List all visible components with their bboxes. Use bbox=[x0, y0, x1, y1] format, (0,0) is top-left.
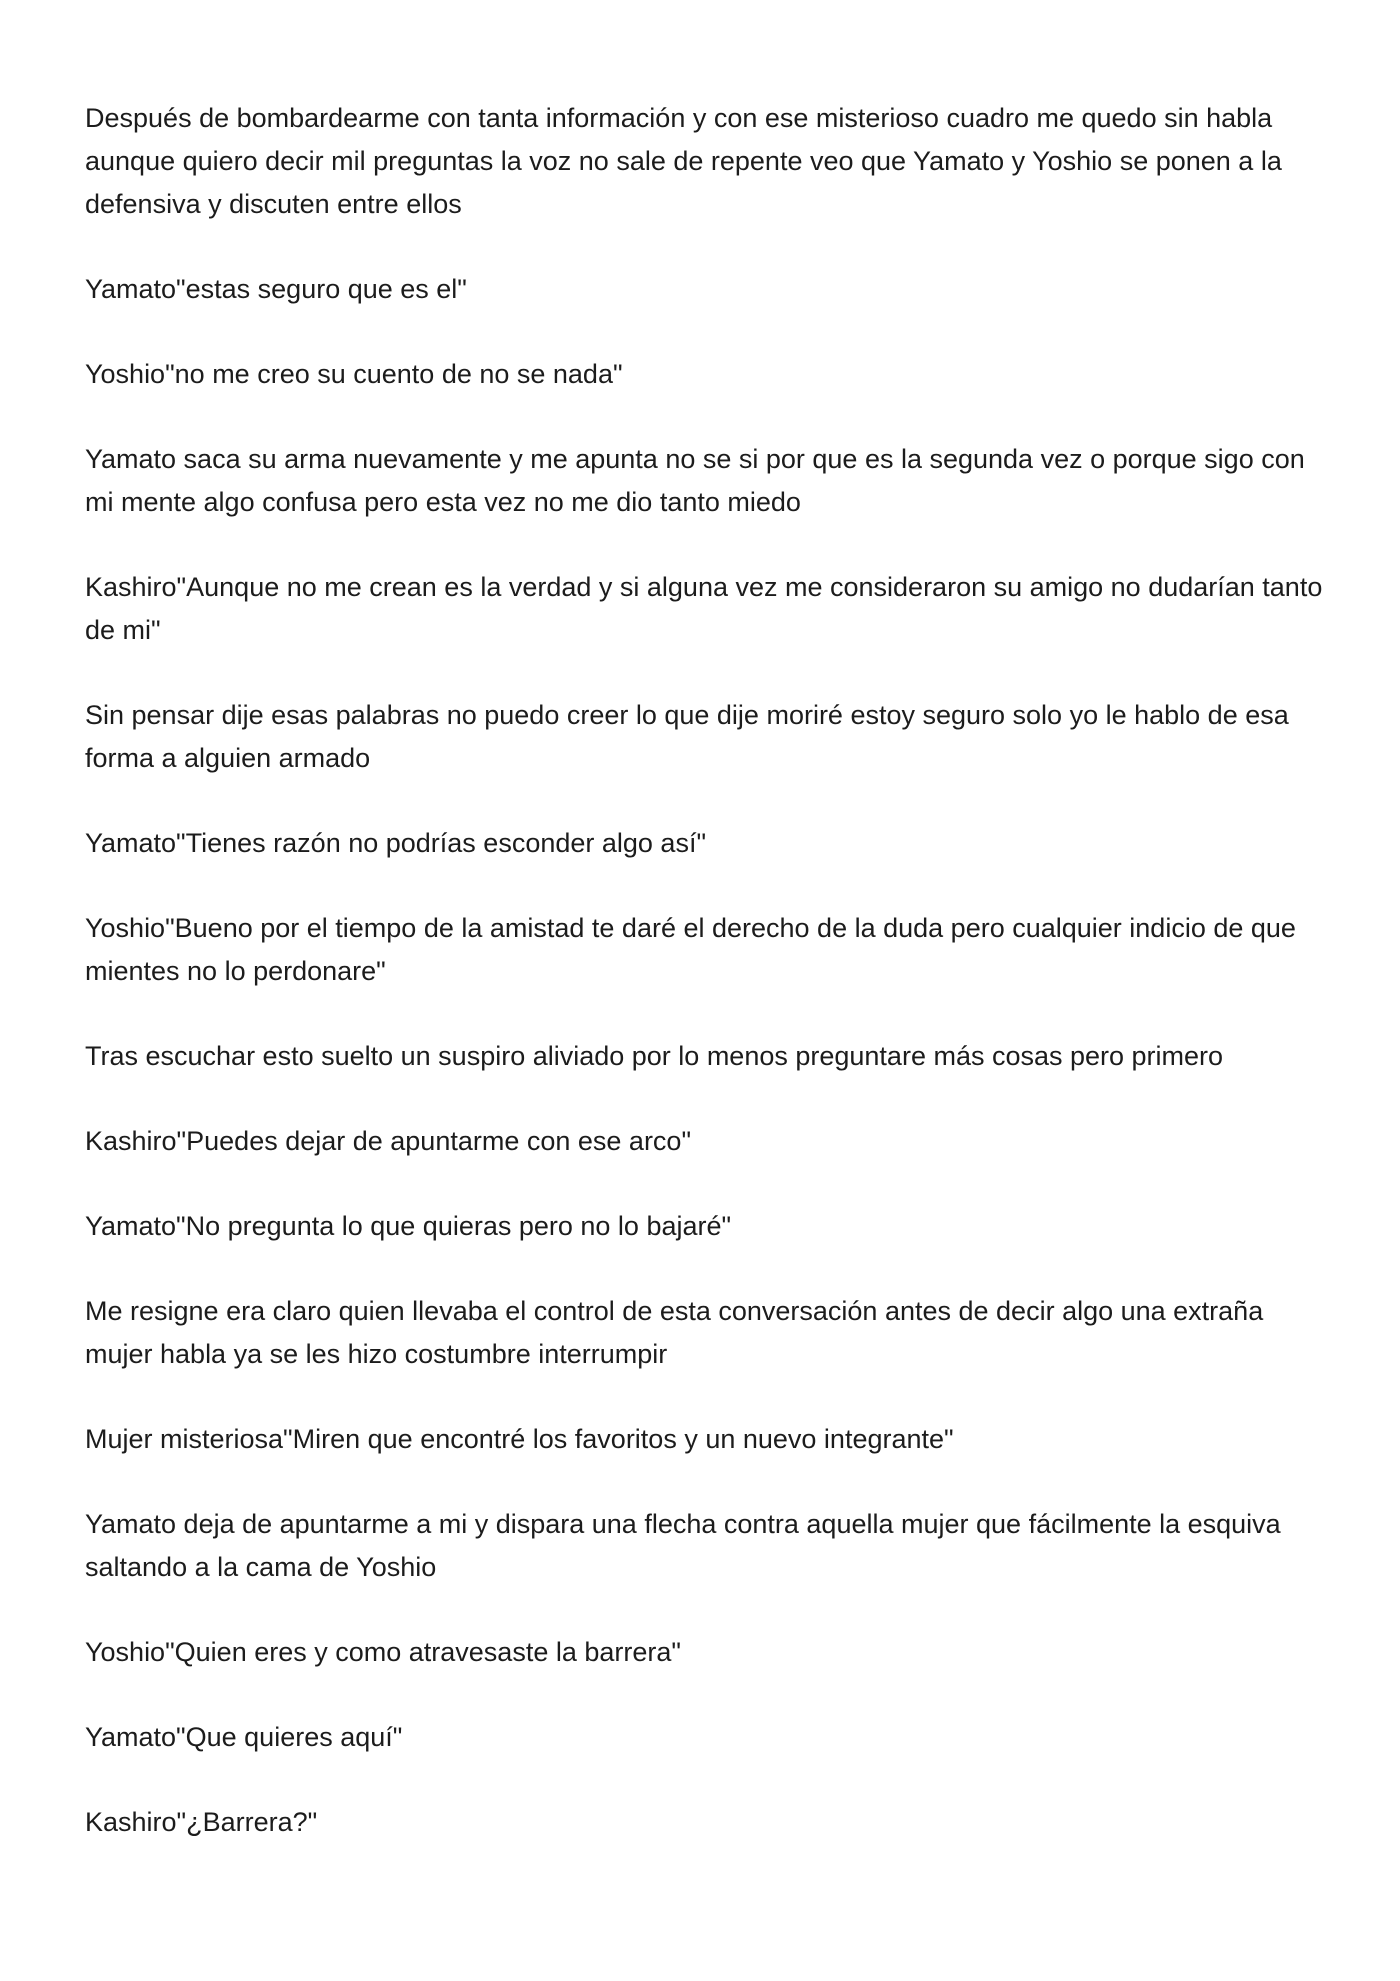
paragraph-dialogue-yamato-1: Yamato"estas seguro que es el" bbox=[85, 274, 467, 304]
paragraph-narration-5: Me resigne era claro quien llevaba el control de esta conversación antes de decir algo una extraña mujer habla ya se les hizo costumbre interrumpir bbox=[85, 1296, 1264, 1369]
paragraph-dialogue-yamato-2: Yamato"Tienes razón no podrías esconder algo así" bbox=[85, 828, 707, 858]
paragraph-dialogue-kashiro-3: Kashiro"¿Barrera?" bbox=[85, 1807, 318, 1837]
paragraph-narration-3: Sin pensar dije esas palabras no puedo creer lo que dije moriré estoy seguro solo yo le hablo de esa forma a alguien armado bbox=[85, 700, 1289, 773]
paragraph-dialogue-yoshio-2: Yoshio"Bueno por el tiempo de la amistad te daré el derecho de la duda pero cualquier indicio de que mientes no lo perdonare" bbox=[85, 913, 1296, 986]
paragraph-dialogue-yamato-4: Yamato"Que quieres aquí" bbox=[85, 1722, 403, 1752]
paragraph-narration-1: Después de bombardearme con tanta información y con ese misterioso cuadro me quedo sin habla aunque quiero decir mil preguntas la voz no sale de repente veo que Yamato y Yoshio se ponen a la defensiva y discuten entre ellos bbox=[85, 103, 1282, 219]
story-text bbox=[85, 97, 1330, 1844]
paragraph-dialogue-kashiro-1: Kashiro"Aunque no me crean es la verdad y si alguna vez me consideraron su amigo no dudarían tanto de mi" bbox=[85, 572, 1323, 645]
paragraph-dialogue-yoshio-1: Yoshio"no me creo su cuento de no se nada" bbox=[85, 359, 623, 389]
paragraph-dialogue-yoshio-3: Yoshio"Quien eres y como atravesaste la barrera" bbox=[85, 1637, 681, 1667]
paragraph-dialogue-kashiro-2: Kashiro"Puedes dejar de apuntarme con ese arco" bbox=[85, 1126, 692, 1156]
paragraph-narration-2: Yamato saca su arma nuevamente y me apunta no se si por que es la segunda vez o porque sigo con mi mente algo confusa pero esta vez no me dio tanto miedo bbox=[85, 444, 1305, 517]
paragraph-dialogue-mujer-1: Mujer misteriosa"Miren que encontré los favoritos y un nuevo integrante" bbox=[85, 1424, 954, 1454]
paragraph-narration-4: Tras escuchar esto suelto un suspiro aliviado por lo menos preguntare más cosas pero primero bbox=[85, 1041, 1224, 1071]
paragraph-dialogue-yamato-3: Yamato"No pregunta lo que quieras pero no lo bajaré" bbox=[85, 1211, 732, 1241]
paragraph-narration-6: Yamato deja de apuntarme a mi y dispara una flecha contra aquella mujer que fácilmente la esquiva saltando a la cama de Yoshio bbox=[85, 1509, 1281, 1582]
